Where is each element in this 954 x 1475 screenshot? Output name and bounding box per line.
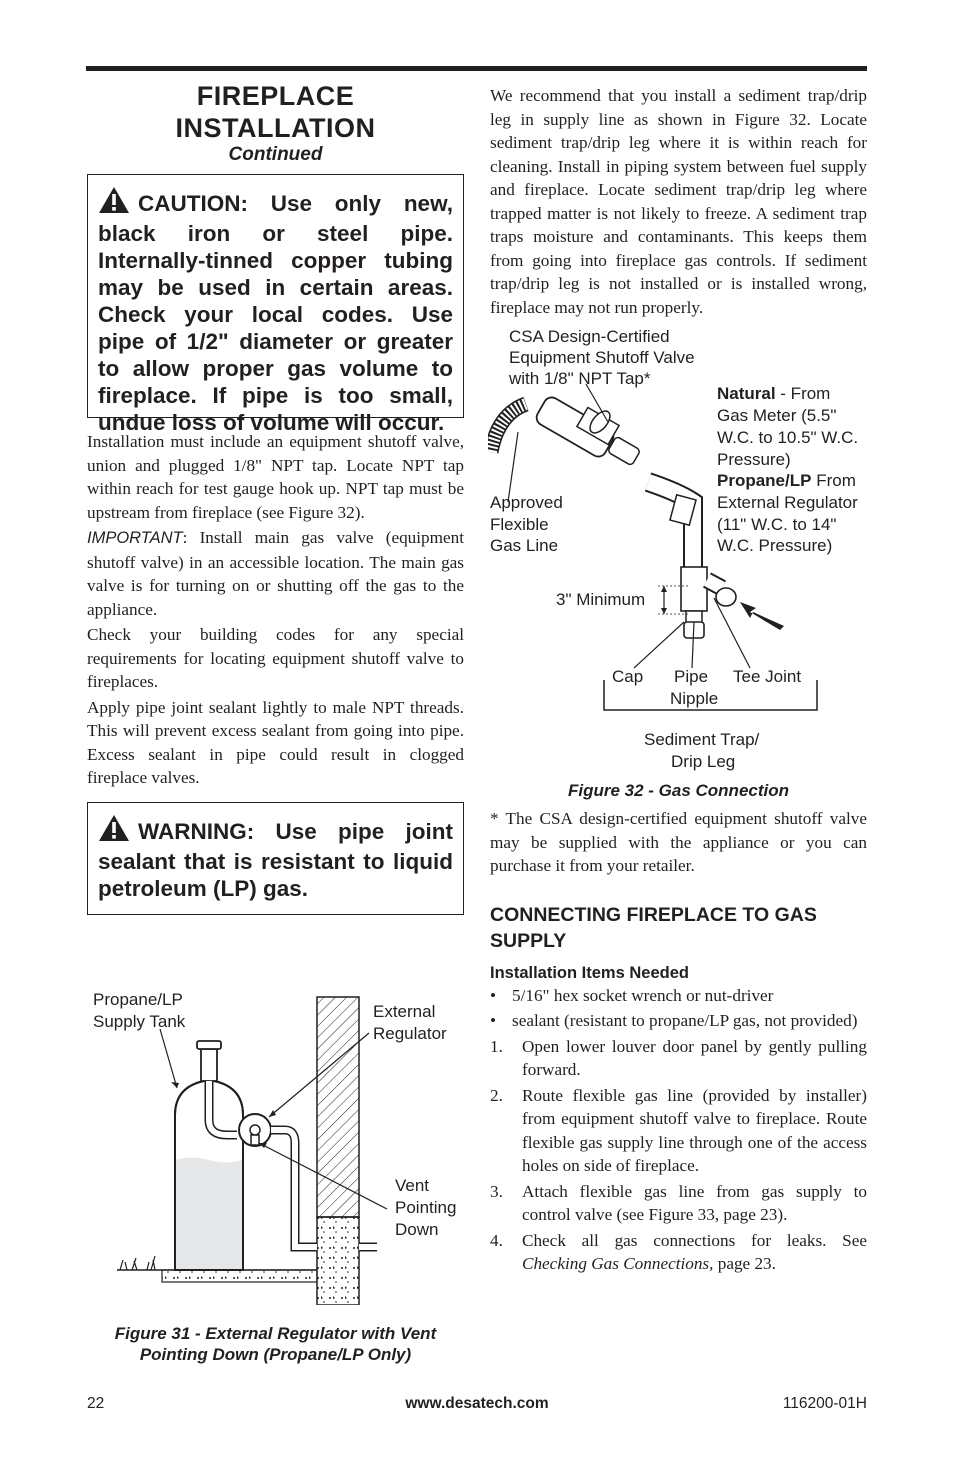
label-vent-2: Pointing: [395, 1198, 457, 1217]
list-item: [490, 1180, 867, 1227]
label-shutoff-valve-2: Equipment Shutoff Valve: [509, 348, 695, 367]
figure-32: [488, 322, 880, 777]
steps-list: [490, 1035, 867, 1276]
label-regulator-2: Regulator: [373, 1024, 447, 1043]
section-title-line1: FIREPLACE: [196, 81, 355, 111]
warning-box: [87, 802, 464, 915]
step-number: 1.: [490, 1036, 503, 1056]
footer-website: www.desatech.com: [405, 1395, 549, 1412]
warning-triangle-icon: [98, 814, 130, 848]
label-natural-bold: Natural: [717, 384, 776, 403]
top-rule: [86, 66, 867, 71]
list-item: • 5/16" hex socket wrench or nut-driver: [490, 984, 867, 1008]
warning-text: WARNING: Use pipe joint sealant that is resistant to liquid petroleum (LP) gas.: [98, 818, 453, 901]
paragraph-shutoff: Installation must include an equipment shutoff valve, union and plugged 1/8" NPT tap. Locate NPT tap within reach for test gauge hook up. NPT tap must be upstream from fireplace (see Figure 32).: [87, 432, 464, 522]
step-number: 3.: [490, 1181, 503, 1201]
figure-31: [87, 985, 464, 1305]
label-propane-4: W.C. Pressure): [717, 536, 833, 555]
label-propane-rest: From: [811, 471, 856, 490]
footnote: * The CSA design-certified equipment shutoff valve may be supplied with the appliance or you can purchase it from your retailer.: [490, 809, 867, 875]
step-number: 4.: [490, 1230, 503, 1250]
label-flex-line-1: Approved: [490, 493, 563, 512]
figure-31-caption: [87, 1323, 464, 1365]
list-item: [490, 1084, 867, 1178]
label-natural-rest: - From: [775, 384, 831, 403]
label-flex-line-3: Gas Line: [490, 536, 559, 555]
label-propane-bold: Propane/LP: [717, 471, 812, 490]
right-column: [490, 84, 867, 321]
label-drip-leg: Drip Leg: [671, 752, 736, 771]
label-pipe: Pipe: [674, 667, 709, 686]
section-heading: CONNECTING FIREPLACE TO GAS SUPPLY: [490, 903, 817, 952]
list-item: [490, 1035, 867, 1082]
step-text: Open lower louver door panel by gently pulling forward.: [522, 1036, 867, 1079]
label-tee-joint: Tee Joint: [733, 667, 802, 686]
paragraph-sealant: Apply pipe joint sealant lightly to male NPT threads. This will prevent excess sealant from going into pipe. Excess sealant in pipe could result in clogged fireplace valves.: [87, 697, 464, 787]
figure-32-caption: Figure 32 - Gas Connection: [567, 781, 790, 800]
warning-triangle-icon: [98, 186, 130, 220]
paragraph-sediment-trap: We recommend that you install a sediment trap/drip leg in supply line as shown in Figure 32. Locate sediment trap/drip leg where it is within reach for cleaning. Install in piping system between fuel supply and fireplace. Locate sediment trap/drip leg where trapped matter is not likely to freeze. A sediment trap traps moisture and contaminants. This keeps them from going into fireplace gas controls. If sediment trap/drip leg is not installed or is installed wrong, fireplace may not run properly.: [490, 86, 867, 317]
label-natural-1: [717, 383, 830, 405]
step-text: Check all gas connections for leaks. See: [522, 1230, 867, 1250]
caution-box: [87, 174, 464, 435]
label-propane-3: (11" W.C. to 14": [717, 515, 837, 534]
important-label: IMPORTANT: [87, 529, 183, 547]
section-subtitle: Continued: [228, 144, 323, 165]
label-flex-line-2: Flexible: [490, 515, 549, 534]
caution-text: CAUTION: Use only new, black iron or steel pipe. Internally-tinned copper tubing may be used in certain areas. Check your local codes. Use pipe of 1/2" diameter or greater to allow proper gas volume to fireplace. If pipe is too small, undue loss of volume will occur.: [98, 191, 453, 435]
label-shutoff-valve-3: with 1/8" NPT Tap*: [509, 369, 651, 388]
paragraph-important: [87, 526, 464, 621]
list-item: • sealant (resistant to propane/LP gas, not provided): [490, 1009, 867, 1033]
label-natural-3: W.C. to 10.5" W.C.: [717, 428, 859, 447]
figure-31-caption-line1: Figure 31 - External Regulator with Vent: [114, 1324, 437, 1343]
step-text-italic: Checking Gas Connections,: [522, 1254, 714, 1273]
label-propane-1: [717, 470, 856, 492]
label-nipple: Nipple: [670, 689, 719, 708]
label-shutoff-valve-1: CSA Design-Certified: [509, 327, 670, 346]
label-vent-3: Down: [395, 1220, 439, 1239]
step-text: Route flexible gas line (provided by installer) from equipment shutoff valve to fireplace. Route flexible gas supply line through one of the access holes on side of fireplace.: [522, 1085, 867, 1175]
label-natural-2: Gas Meter (5.5": [717, 406, 837, 425]
step-text: Attach flexible gas line from gas supply to control valve (see Figure 33, page 23).: [522, 1181, 867, 1224]
page-number: 22: [87, 1395, 105, 1412]
step-text-end: page 23.: [713, 1254, 776, 1273]
label-supply-tank-2: Supply Tank: [93, 1012, 186, 1031]
section-subheading: Installation Items Needed: [490, 963, 689, 982]
label-regulator-1: External: [373, 1002, 436, 1021]
label-propane-2: External Regulator: [717, 493, 858, 512]
list-item: [490, 1229, 867, 1276]
important-text: : Install main gas valve (equipment shutoff valve) in an accessible location. The main gas valve is for turning on or shutting off the gas to the appliance.: [87, 528, 464, 619]
items-list: [490, 984, 867, 1033]
label-natural-4: Pressure): [717, 450, 791, 469]
label-3in-minimum: 3" Minimum: [556, 590, 646, 609]
section-title-line2: INSTALLATION: [175, 113, 376, 143]
paragraph-codes: Check your building codes for any special requirements for locating equipment shutoff valve to fireplaces.: [87, 625, 464, 691]
document-number: 116200-01H: [782, 1395, 867, 1412]
figure-31-caption-line2: Pointing Down (Propane/LP Only): [139, 1345, 412, 1364]
label-cap: Cap: [612, 667, 644, 686]
label-sediment-trap: Sediment Trap/: [644, 730, 760, 749]
left-column: [87, 80, 464, 915]
label-supply-tank-1: Propane/LP: [93, 990, 183, 1009]
label-vent-1: Vent: [395, 1176, 430, 1195]
step-number: 2.: [490, 1085, 503, 1105]
right-lower: [490, 807, 867, 1278]
